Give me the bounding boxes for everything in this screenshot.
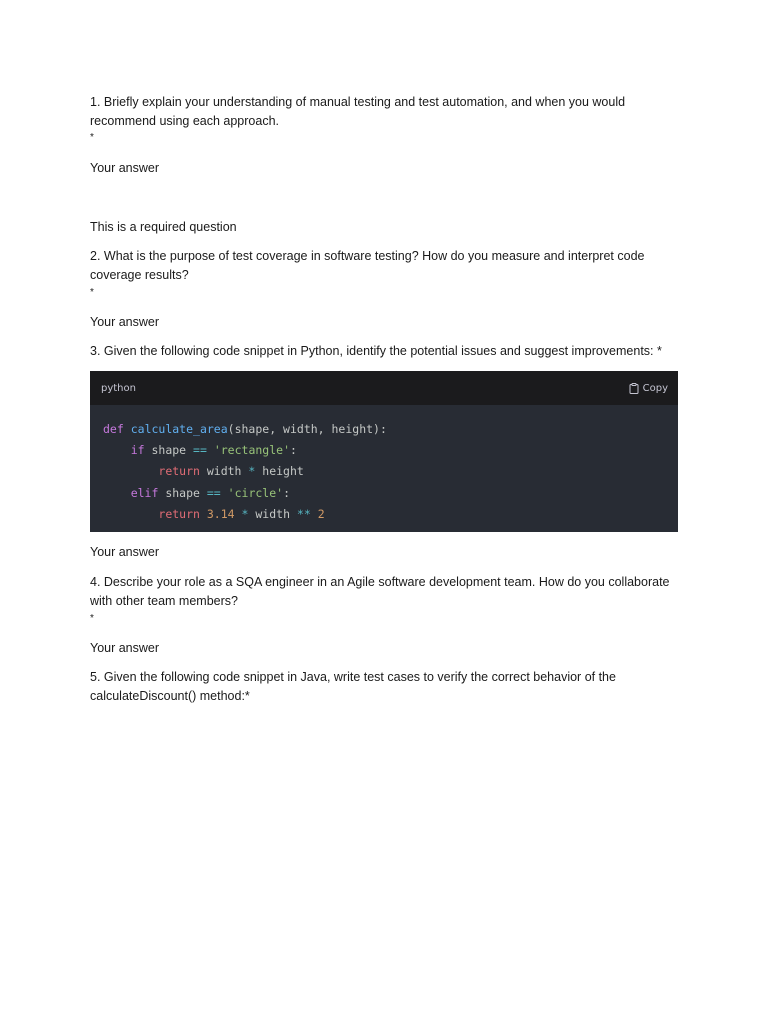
- required-error-message: This is a required question: [90, 220, 237, 234]
- answer-field-1[interactable]: Your answer: [90, 161, 160, 175]
- code-line: elif shape == 'circle':: [130, 485, 290, 500]
- copy-button[interactable]: [629, 379, 668, 398]
- code-line: return 3.14 * width ** 2: [158, 506, 325, 521]
- code-body: [90, 405, 678, 525]
- code-line: def calculate_area(shape, width, height):: [103, 422, 387, 436]
- answer-field-3[interactable]: Your answer: [90, 545, 160, 559]
- code-header: [90, 371, 678, 405]
- question-4-text: 4. Describe your role as a SQA engineer in an Agile software development team. How do you collaborate with other team members?: [90, 575, 670, 608]
- question-3-text: 3. Given the following code snippet in Python, identify the potential issues and suggest improvements: *: [90, 344, 662, 358]
- answer-field-2[interactable]: Your answer: [90, 315, 160, 329]
- copy-label: Copy: [642, 382, 668, 394]
- code-language-label: python: [101, 382, 136, 394]
- answer-field-4[interactable]: Your answer: [90, 641, 160, 655]
- question-1-text: 1. Briefly explain your understanding of manual testing and test automation, and when you would recommend using each approach.: [90, 95, 626, 128]
- required-mark: *: [90, 287, 94, 298]
- code-line: return width * height: [158, 464, 304, 479]
- clipboard-icon: [629, 383, 639, 394]
- code-block: [90, 371, 678, 532]
- required-mark: *: [90, 132, 94, 143]
- question-2-text: 2. What is the purpose of test coverage in software testing? How do you measure and interpret code coverage results?: [90, 249, 645, 282]
- question-5-text: 5. Given the following code snippet in Java, write test cases to verify the correct behavior of the calculateDiscount() method:*: [90, 670, 616, 703]
- code-line: if shape == 'rectangle':: [130, 443, 297, 458]
- required-mark: *: [90, 613, 94, 624]
